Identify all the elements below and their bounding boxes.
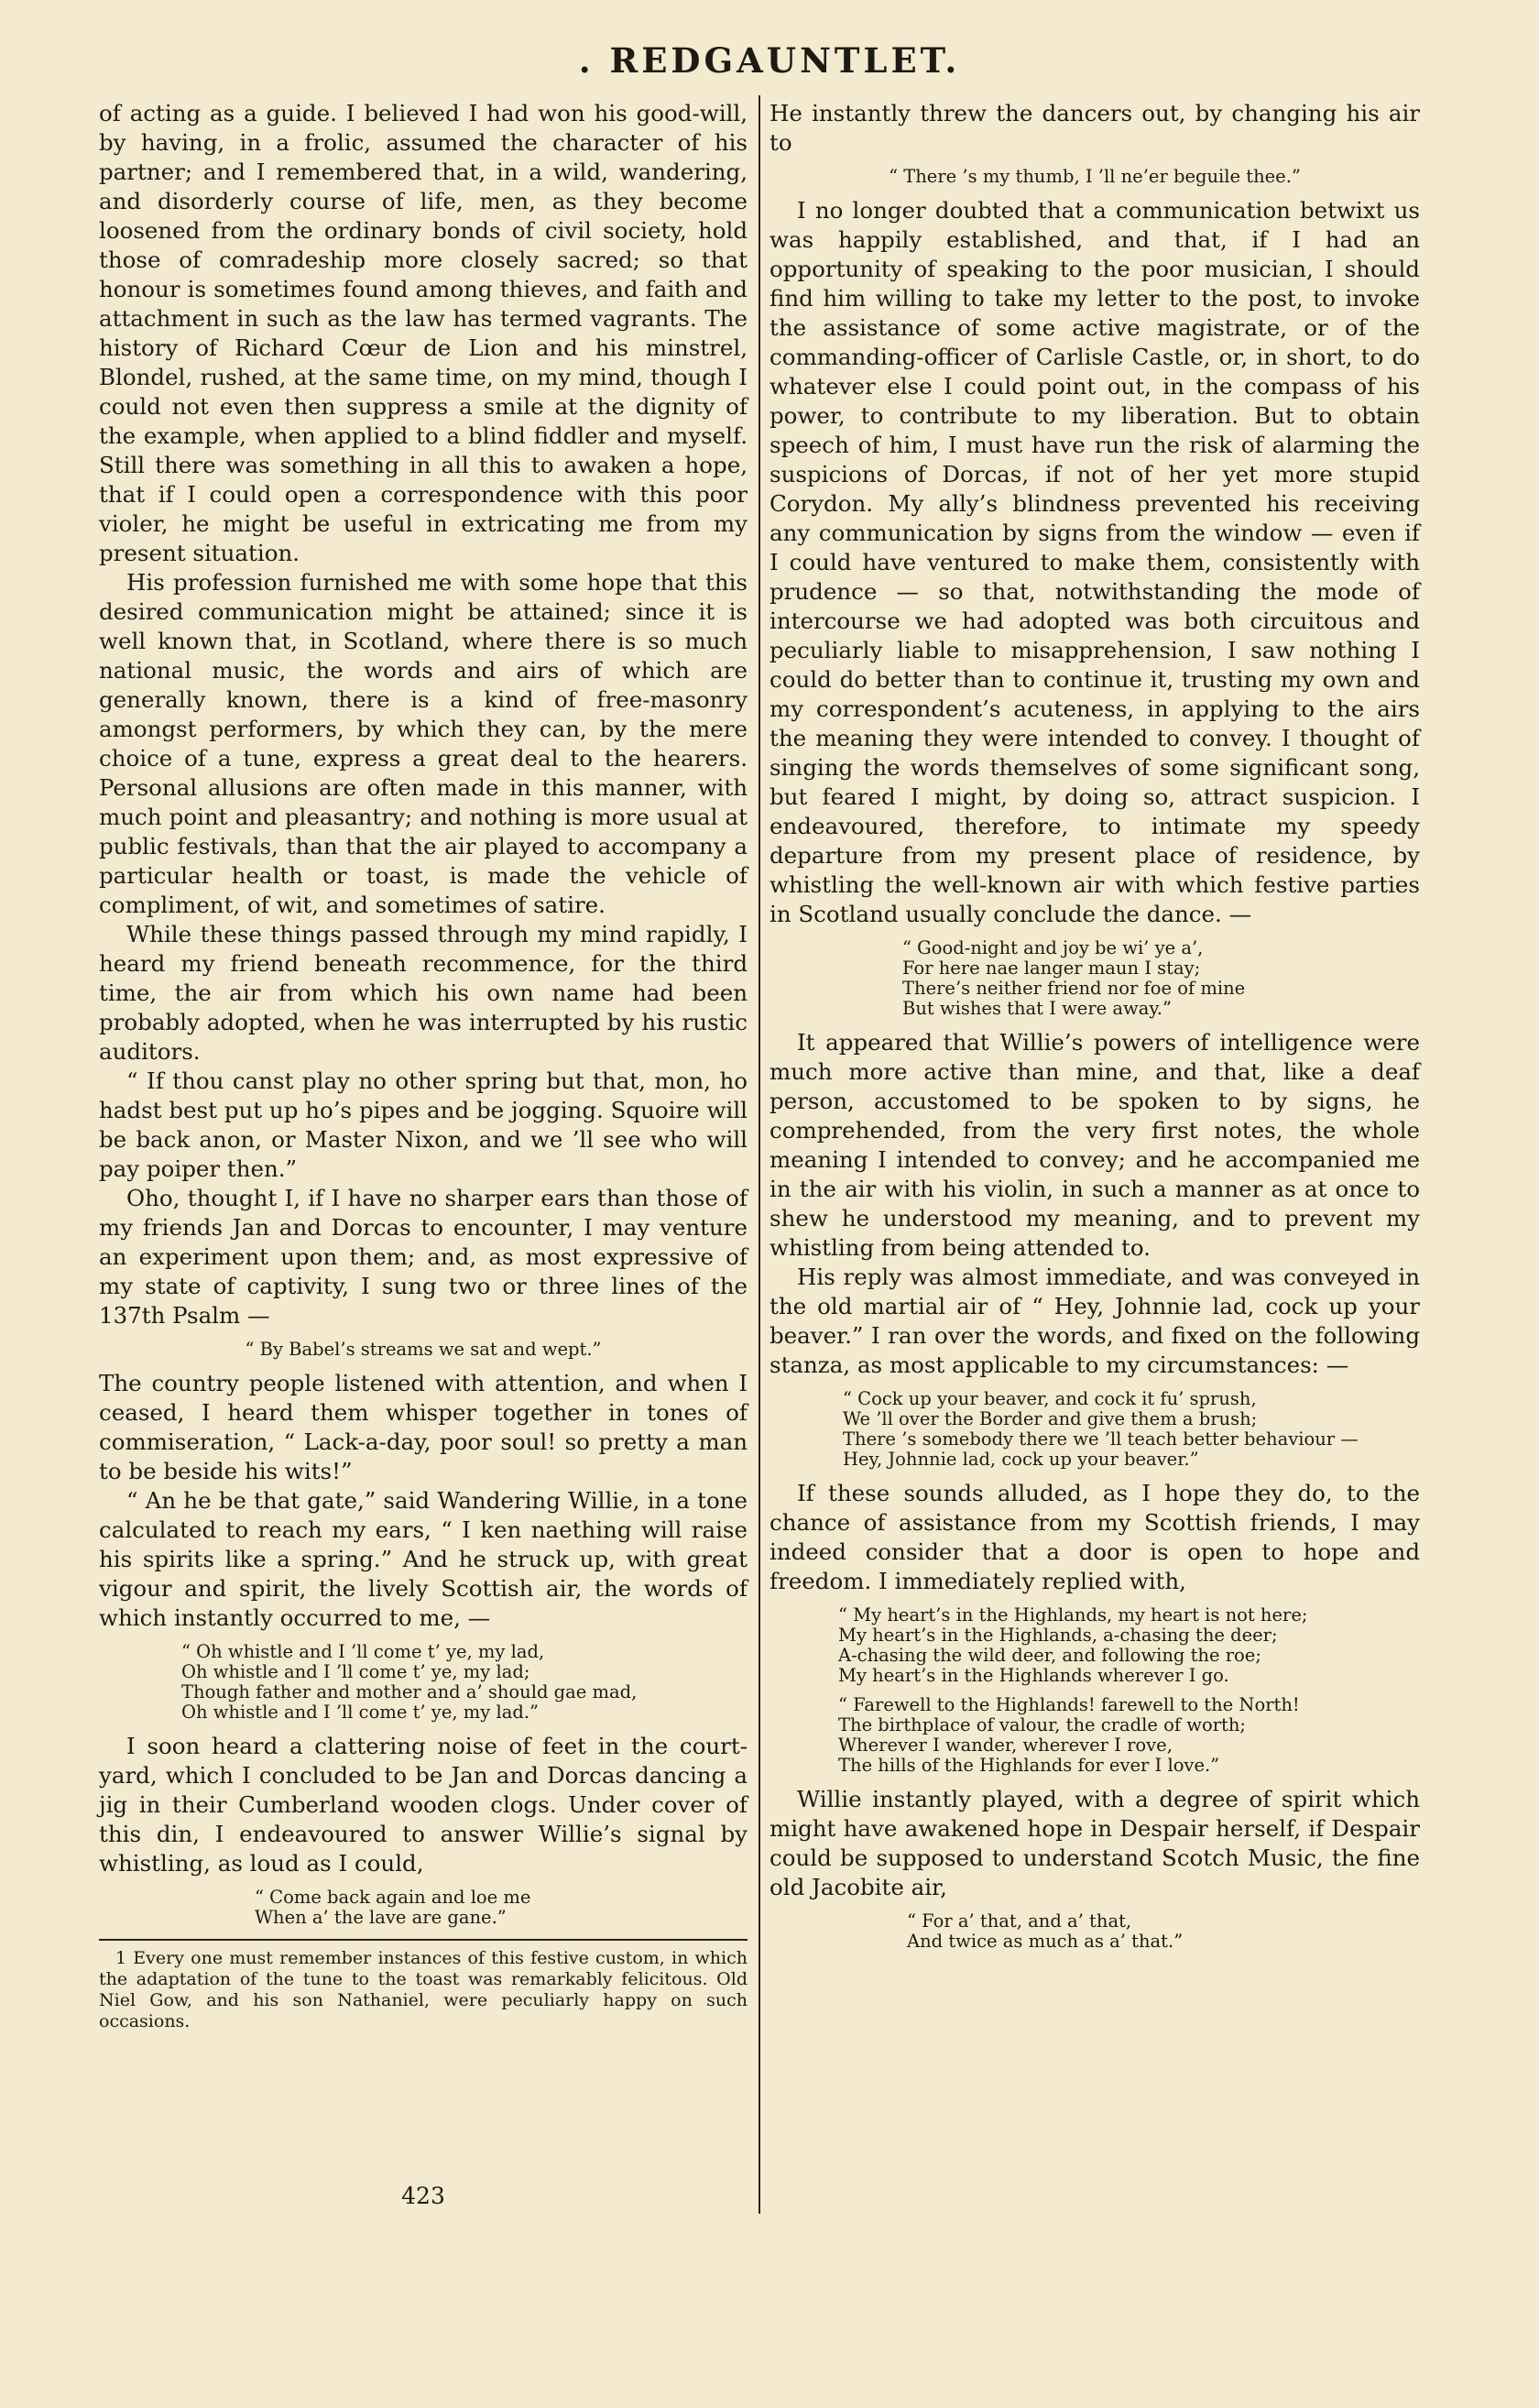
paragraph: It appeared that Willie’s powers of intelligence were much more active than mine, and that, like a deaf person, accustomed to be spoken to by signs, he comprehended, from the very first notes, the whole meaning I intended to convey; and he accompanied me in the air with his violin, in such a manner as at once to shew he understood my meaning, and to prevent my whistling from being attended to.	[770, 1029, 1420, 1261]
verse-line: Hey, Johnnie lad, cock up your beaver.”	[843, 1449, 1199, 1470]
footnote: 1 Every one must remember instances of this festive custom, in which the adaptation of the tune to the toast was remarkably felicitous. Old Niel Gow, and his son Nathaniel, were peculiarly happy on such occasions.	[99, 1948, 748, 2031]
verse-line: “ Good-night and joy be wi’ ye a’,	[902, 937, 1204, 958]
verse-line: “ By Babel’s streams we sat and wept.”	[245, 1339, 602, 1360]
running-header: . REDGAUNTLET.	[578, 40, 961, 81]
verse-line: “ Come back again and loe me	[255, 1887, 531, 1908]
verse-quote	[770, 938, 1420, 1019]
verse-quote	[99, 1642, 748, 1723]
paragraph: While these things passed through my mind rapidly, I heard my friend beneath recommence, for the third time, the air from which his own name had been probably adopted, when he was interrupted by his rustic auditors.	[99, 921, 748, 1065]
verse-line: And twice as much as a’ that.”	[907, 1931, 1184, 1952]
verse-line: Wherever I wander, wherever I rove,	[838, 1735, 1173, 1756]
verse-line: There’s neither friend nor foe of mine	[902, 978, 1246, 999]
verse-line: “ Cock up your beaver, and cock it fu’ sprush,	[843, 1388, 1257, 1409]
verse-line: “ There ’s my thumb, I ’ll ne’er beguile thee.”	[889, 166, 1301, 187]
right-column	[770, 99, 1420, 1961]
verse-line: “ Farewell to the Highlands! farewell to the North!	[838, 1694, 1300, 1715]
verse-quote	[770, 1911, 1420, 1952]
verse-line: The hills of the Highlands for ever I love.”	[838, 1755, 1220, 1776]
paragraph: of acting as a guide. I believed I had won his good-will, by having, in a frolic, assumed the character of his partner; and I remembered that, in a wild, wandering, and disorderly course of life, men, as they become loosened from the ordinary bonds of civil society, hold those of comradeship more closely sacred; so that honour is sometimes found among thieves, and faith and attachment in such as the law has termed vagrants. The history of Richard Cœur de Lion and his minstrel, Blondel, rushed, at the same time, on my mind, though I could not even then suppress a smile at the dignity of the example, when applied to a blind fiddler and myself. Still there was something in all this to awaken a hope, that if I could open a correspondence with this poor violer, he might be useful in extricating me from my present situation.	[99, 100, 748, 566]
verse-line: “ For a’ that, and a’ that,	[907, 1910, 1132, 1932]
verse-line: The birthplace of valour, the cradle of worth;	[838, 1714, 1246, 1735]
paragraph: “ An he be that gate,” said Wandering Willie, in a tone calculated to reach my ears, “ I ken naething will raise his spirits like a spring.” And he struck up, with great vigour and spirit, the lively Scottish air, the words of which instantly occurred to me, —	[99, 1487, 748, 1631]
verse-quote	[770, 1389, 1420, 1470]
paragraph: His profession furnished me with some hope that this desired communication might be attained; since it is well known that, in Scotland, where there is so much national music, the words and airs of which are generally known, there is a kind of free-masonry amongst performers, by which they can, by the mere choice of a tune, express a great deal to the hearers. Personal allusions are often made in this manner, with much point and pleasantry; and nothing is more usual at public festivals, than that the air played to accompany a particular health or toast, is made the vehicle of compliment, of wit, and sometimes of satire.	[99, 569, 748, 918]
paragraph: His reply was almost immediate, and was conveyed in the old martial air of “ Hey, Johnnie lad, cock up your beaver.” I ran over the words, and fixed on the following stanza, as most applicable to my circumstances: —	[770, 1264, 1420, 1378]
verse-line: When a’ the lave are gane.”	[255, 1907, 507, 1928]
paragraph: Oho, thought I, if I have no sharper ears than those of my friends Jan and Dorcas to encounter, I may venture an experiment upon them; and, as most expressive of my state of captivity, I sung two or three lines of the 137th Psalm —	[99, 1185, 748, 1329]
verse-quote	[99, 1340, 748, 1360]
verse-line: For here nae langer maun I stay;	[902, 958, 1201, 979]
column-divider	[759, 95, 760, 2214]
verse-line: There ’s somebody there we ’ll teach better behaviour —	[843, 1428, 1359, 1450]
paragraph: “ If thou canst play no other spring but that, mon, ho hadst best put up ho’s pipes and be jogging. Squoire will be back anon, or Master Nixon, and we ’ll see who will pay poiper then.”	[99, 1067, 748, 1182]
verse-line: A-chasing the wild deer, and following the roe;	[838, 1645, 1261, 1666]
paragraph: I soon heard a clattering noise of feet in the court-yard, which I concluded to be Jan and Dorcas dancing a jig in their Cumberland wooden clogs. Under cover of this din, I endeavoured to answer Willie’s signal by whistling, as loud as I could,	[99, 1733, 748, 1877]
verse-line: My heart’s in the Highlands, a-chasing the deer;	[838, 1625, 1278, 1646]
verse-line: Oh whistle and I ’ll come t’ ye, my lad;	[181, 1661, 530, 1682]
verse-line: My heart’s in the Highlands wherever I go.	[838, 1665, 1229, 1686]
verse-line: “ Oh whistle and I ’ll come t’ ye, my lad,	[181, 1641, 545, 1662]
verse-quote	[99, 1888, 748, 1928]
verse-line: But wishes that I were away.”	[902, 998, 1172, 1019]
verse-line: “ My heart’s in the Highlands, my heart is not here;	[838, 1604, 1308, 1625]
paragraph: Willie instantly played, with a degree of spirit which might have awakened hope in Despair herself, if Despair could be supposed to understand Scotch Music, the fine old Jacobite air,	[770, 1786, 1420, 1900]
paragraph: He instantly threw the dancers out, by changing his air to	[770, 100, 1420, 156]
paragraph: If these sounds alluded, as I hope they do, to the chance of assistance from my Scottish friends, I may indeed consider that a door is open to hope and freedom. I immediately replied with,	[770, 1480, 1420, 1594]
paragraph: The country people listened with attention, and when I ceased, I heard them whisper together in tones of commiseration, “ Lack-a-day, poor soul! so pretty a man to be beside his wits!”	[99, 1370, 748, 1484]
verse-line: Oh whistle and I ’ll come t’ ye, my lad.”	[181, 1702, 539, 1723]
verse-quote	[770, 167, 1420, 187]
verse-line: We ’ll over the Border and give them a brush;	[843, 1408, 1258, 1429]
left-column	[99, 99, 748, 2032]
paragraph: I no longer doubted that a communication betwixt us was happily established, and that, if I had an opportunity of speaking to the poor musician, I should find him willing to take my letter to the post, to invoke the assistance of some active magistrate, or of the commanding-officer of Carlisle Castle, or, in short, to do whatever else I could point out, in the compass of his power, to contribute to my liberation. But to obtain speech of him, I must have run the risk of alarming the suspicions of Dorcas, if not of her yet more stupid Corydon. My ally’s blindness prevented his receiving any communication by signs from the window — even if I could have ventured to make them, consistently with prudence — so that, notwithstanding the mode of intercourse we had adopted was both circuitous and peculiarly liable to misapprehension, I saw nothing I could do better than to continue it, trusting my own and my correspondent’s acuteness, in applying to the airs the meaning they were intended to convey. I thought of singing the words themselves of some significant song, but feared I might, by doing so, attract suspicion. I endeavoured, therefore, to intimate my speedy departure from my present place of residence, by whistling the well-known air with which festive parties in Scotland usually conclude the dance. —	[770, 197, 1420, 927]
page-number: 423	[401, 2183, 445, 2209]
footnote-divider	[99, 1939, 748, 1941]
verse-line: Though father and mother and a’ should gae mad,	[181, 1681, 638, 1702]
verse-quote	[770, 1605, 1420, 1776]
